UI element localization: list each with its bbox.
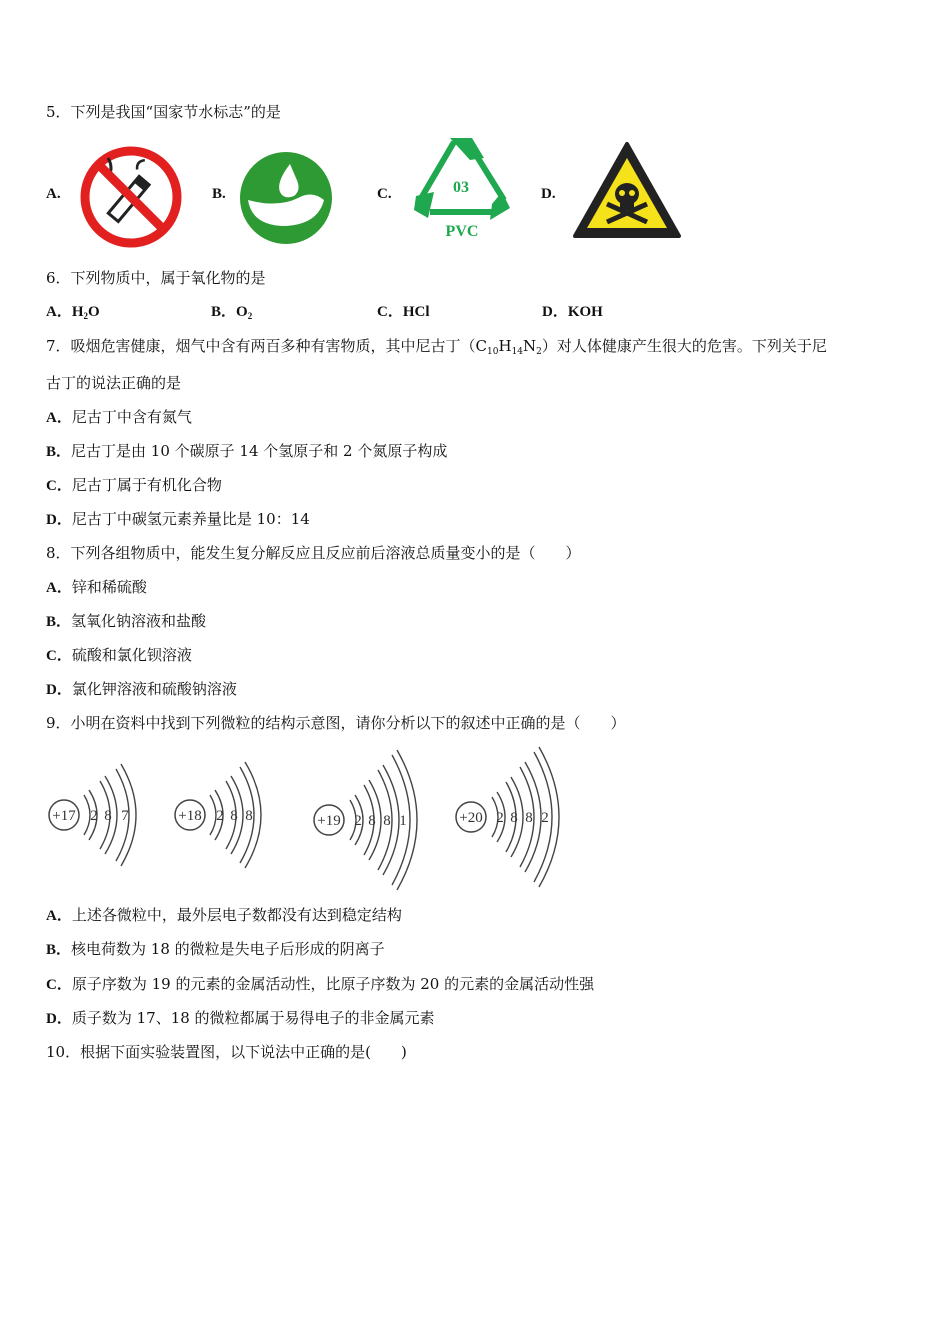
q7-stem-line2: 古丁的说法正确的是 [46,374,182,392]
svg-text:2: 2 [541,810,549,826]
svg-text:1: 1 [399,813,407,829]
svg-text:8: 8 [368,813,376,829]
q8-option-a: A．锌和稀硫酸 [46,578,147,596]
q9-option-c: C．原子序数为 19 的元素的金属活动性，比原子序数为 20 的元素的金属活动性强 [46,975,595,993]
no-smoking-icon [78,144,184,250]
atom-diagram-17 [44,755,144,875]
q8-stem: 8．下列各组物质中，能发生复分解反应且反应前后溶液总质量变小的是（ ） [46,544,581,562]
q5-option-b-label: B. [212,186,226,202]
svg-text:2: 2 [354,813,362,829]
q5-option-c-label: C. [377,186,392,202]
q8-option-d: D．氯化钾溶液和硫酸钠溶液 [46,680,237,698]
poison-warning-icon [571,140,683,240]
recycle-pvc-icon [406,130,516,245]
q10-stem: 10．根据下面实验装置图，以下说法中正确的是( ) [46,1043,407,1061]
svg-text:8: 8 [383,813,391,829]
svg-text:+19: +19 [317,813,341,829]
svg-text:2: 2 [496,810,504,826]
q9-stem: 9．小明在资料中找到下列微粒的结构示意图，请你分析以下的叙述中正确的是（ ） [46,714,626,732]
q6-option-b: B．$O_2$ [211,304,253,321]
svg-text:+17: +17 [52,808,76,824]
q7-option-d: D．尼古丁中碳氢元素养量比是 10：14 [46,510,310,528]
q8-option-c: C．硫酸和氯化钡溶液 [46,646,192,664]
q8-option-b: B．氢氧化钠溶液和盐酸 [46,612,207,630]
svg-text:7: 7 [121,808,129,824]
svg-text:8: 8 [525,810,533,826]
svg-text:2: 2 [90,808,98,824]
svg-text:8: 8 [510,810,518,826]
q6-option-d: D．KOH [542,304,603,320]
q6-stem: 6．下列物质中，属于氧化物的是 [46,269,266,287]
svg-text:2: 2 [216,808,224,824]
q7-option-c: C．尼古丁属于有机化合物 [46,476,222,494]
q5-stem: 5．下列是我国“国家节水标志”的是 [46,103,281,121]
q9-option-a: A．上述各微粒中，最外层电子数都没有达到稳定结构 [46,906,402,924]
svg-text:8: 8 [104,808,112,824]
q9-option-b: B．核电荷数为 18 的微粒是失电子后形成的阴离子 [46,940,385,958]
q7-option-b: B．尼古丁是由 10 个碳原子 14 个氢原子和 2 个氮原子构成 [46,442,448,460]
q7-option-a: A．尼古丁中含有氮气 [46,408,192,426]
svg-text:8: 8 [230,808,238,824]
svg-text:8: 8 [245,808,253,824]
svg-text:+20: +20 [459,810,483,826]
water-saving-icon [238,150,334,246]
q6-option-c: C．HCl [377,304,430,320]
atom-diagram-20 [452,745,562,895]
q5-option-d-label: D. [541,186,556,202]
atom-diagram-18 [170,755,270,875]
recycle-code: PVC [445,223,479,240]
recycle-number: 03 [453,179,469,196]
q9-option-d: D．质子数为 17、18 的微粒都属于易得电子的非金属元素 [46,1009,435,1027]
svg-text:+18: +18 [178,808,202,824]
q7-stem-line1: 7．吸烟危害健康，烟气中含有两百多种有害物质，其中尼古丁$(C_{10}H_{14}N_2)$对人体健康产生很大的危害。下列关于尼 [46,337,827,357]
q5-options [46,140,896,255]
atom-diagram-19 [310,745,420,895]
q6-option-a: A．$H_2O$ [46,304,100,321]
q5-option-a-label: A. [46,186,61,202]
